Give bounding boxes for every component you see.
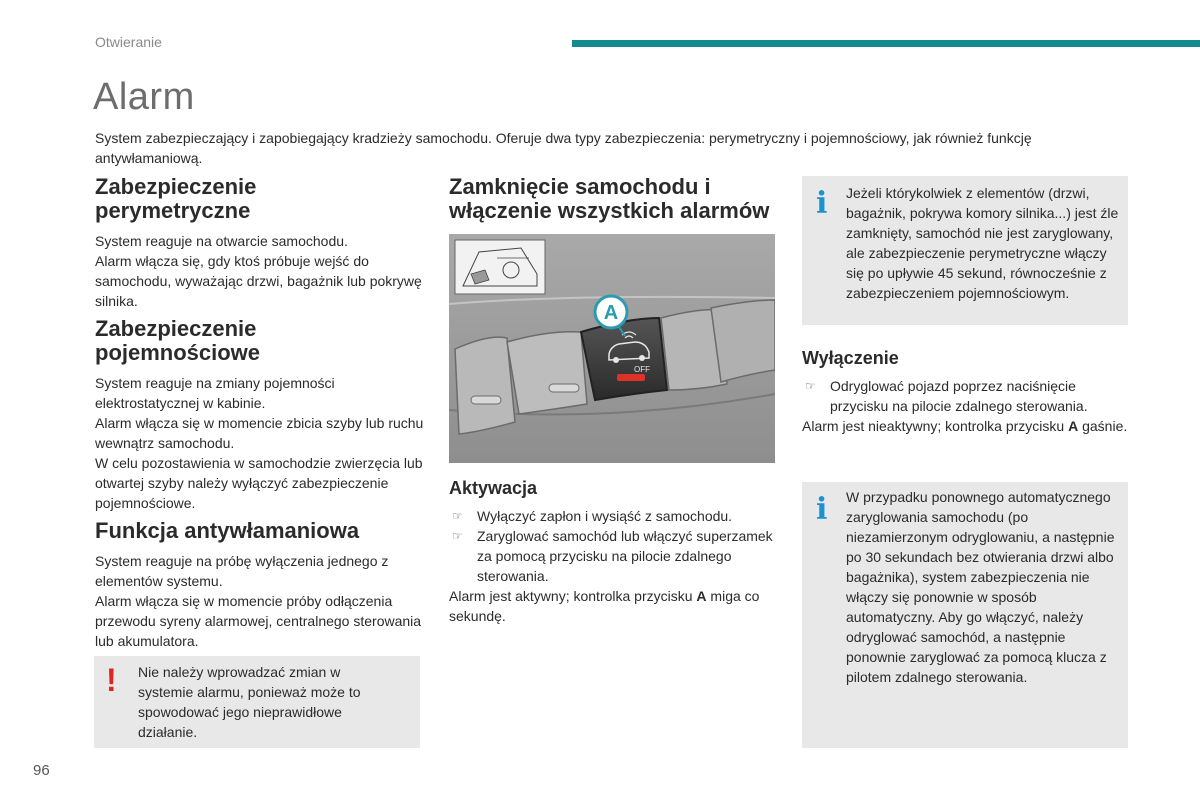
antitamper-heading: Funkcja antywłamaniowa: [95, 518, 360, 543]
button-off-label: OFF: [634, 365, 650, 374]
antitamper-text-1: System reaguje na próbę wyłączenia jednego z elementów systemu.: [95, 553, 389, 589]
warning-box: [94, 656, 420, 748]
info-text-2: W przypadku ponownego automatycznego zaryglowania samochodu (po niezamierzonym odryglowaniu, a następnie po 30 sekundach bez otwierania drzwi albo bagażnika), system zabezpieczenia nie włączy się ponownie w sposób automatyczny. Aby go włączyć, należy odryglować samochód, a następnie ponownie zaryglować za pomocą klucza z pilotem zdalnego sterowania.: [846, 489, 1115, 685]
info-box-relock: [802, 482, 1128, 748]
callout-a-label: A: [603, 302, 619, 324]
page-title: Alarm: [93, 76, 195, 118]
pointing-hand-icon: ☞: [452, 529, 463, 543]
volumetric-text-2: Alarm włącza się w momencie zbicia szyby lub ruchu wewnątrz samochodu.: [95, 415, 424, 451]
lock-heading: Zamknięcie samochodu i włączenie wszystkich alarmów: [449, 174, 770, 223]
deactivation-section: [802, 348, 1128, 436]
volumetric-heading: Zabezpieczenie pojemnościowe: [95, 316, 261, 365]
volumetric-text-1: System reaguje na zmiany pojemności elektrostatycznej w kabinie.: [95, 375, 335, 411]
antitamper-text-2: Alarm włącza się w momencie próby odłączenia przewodu syreny alarmowej, centralnego sterowania lub akumulatora.: [95, 593, 422, 649]
activation-section: [449, 478, 779, 626]
info-icon: i: [816, 186, 828, 221]
column-left: [95, 175, 425, 651]
section-label: Otwieranie: [95, 34, 162, 50]
activation-step-1: ☞ Wyłączyć zapłon i wysiąść z samochodu.: [452, 508, 733, 524]
deactivation-step-1: ☞ Odryglować pojazd poprzez naciśnięcie przycisku na pilocie zdalnego sterowania.: [805, 378, 1088, 414]
activation-heading: Aktywacja: [449, 478, 538, 498]
page-number: 96: [33, 762, 50, 779]
alarm-button-figure: [449, 234, 775, 463]
info-text-1: Jeżeli którykolwiek z elementów (drzwi, bagażnik, pokrywa komory silnika...) jest źle zamknięty, samochód nie jest zaryglowany, ale zabezpieczenie perymetryczne włączy się po upływie 45 sekund, równocześnie z zabezpieczeniem pojemnościowym.: [846, 185, 1119, 301]
pointing-hand-icon: ☞: [805, 379, 816, 393]
info-icon: i: [816, 492, 828, 527]
warning-text: Nie należy wprowadzać zmian w systemie alarmu, ponieważ może to spowodować jego nieprawidłowe działanie.: [138, 664, 361, 740]
activation-result: Alarm jest aktywny; kontrolka przycisku A miga co sekundę.: [449, 588, 760, 624]
deactivation-heading: Wyłączenie: [802, 348, 899, 368]
intro-paragraph: System zabezpieczający i zapobiegający kradzieży samochodu. Oferuje dwa typy zabezpieczenia: perymetryczny i pojemnościowy, jak również funkcję antywłamaniową.: [95, 130, 1032, 166]
dashboard-illustration: [449, 234, 775, 463]
deactivation-result: Alarm jest nieaktywny; kontrolka przycisku A gaśnie.: [802, 418, 1128, 434]
perimeter-heading: Zabezpieczenie perymetryczne: [95, 174, 257, 223]
pointing-hand-icon: ☞: [452, 509, 463, 523]
section-color-bar: [572, 40, 1200, 47]
column-middle: [449, 175, 779, 223]
volumetric-text-3: W celu pozostawienia w samochodzie zwierzęcia lub otwartej szyby należy wyłączyć zabezpieczenie pojemnościowe.: [95, 455, 423, 511]
perimeter-text-1: System reaguje na otwarcie samochodu.: [95, 233, 348, 249]
perimeter-text-2: Alarm włącza się, gdy ktoś próbuje wejść do samochodu, wyważając drzwi, bagażnik lub pokrywę silnika.: [95, 253, 422, 309]
activation-step-2: ☞ Zaryglować samochód lub włączyć superzamek za pomocą przycisku na pilocie zdalnego sterowania.: [452, 528, 773, 584]
warning-icon: !: [106, 662, 117, 698]
info-box-incomplete-closure: [802, 176, 1128, 325]
